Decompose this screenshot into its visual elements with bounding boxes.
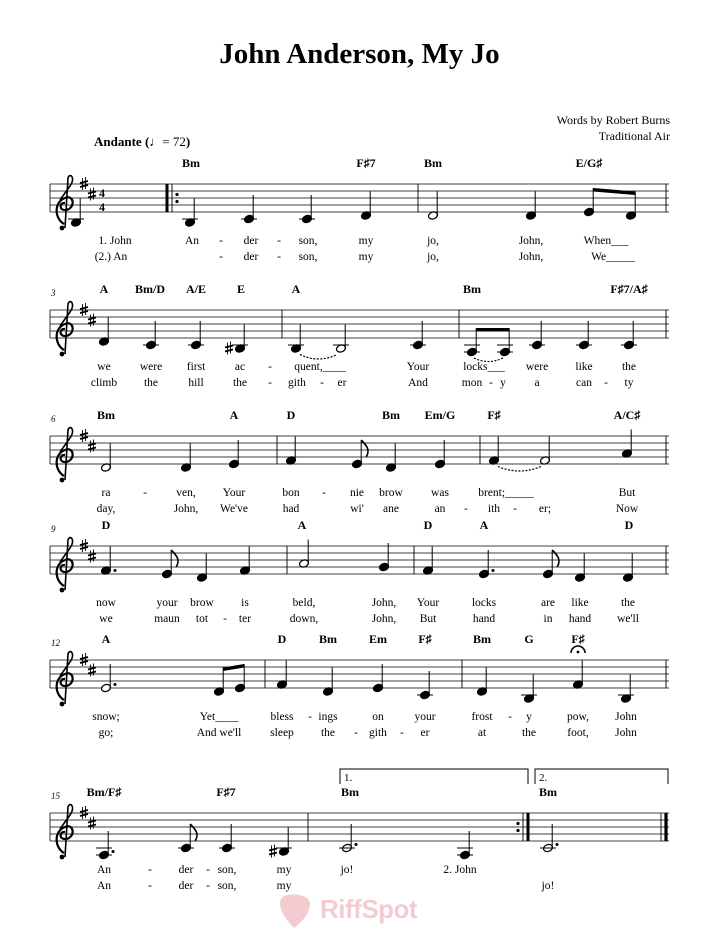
measure-number: 9: [51, 524, 56, 534]
lyric-verse-2: had: [282, 503, 300, 515]
lyric-verse-2: climb: [90, 377, 118, 389]
key-sharp-c-icon: [88, 440, 96, 453]
sharp-bar: [80, 543, 88, 545]
chord-symbol: Bm: [97, 408, 115, 422]
lyric-verse-1: on: [372, 711, 384, 723]
lyric-verse-2: -: [464, 503, 468, 515]
lyric-verse-2: ty: [624, 377, 634, 389]
treble-clef-dot: [60, 588, 65, 593]
volta-label: 1.: [344, 772, 353, 784]
sharp-bar: [80, 311, 88, 313]
lyric-verse-1: are: [540, 597, 556, 609]
note-flag: [190, 824, 197, 841]
measure-number: 15: [51, 791, 60, 801]
lyric-verse-2: my: [276, 880, 292, 892]
sharp-bar: [88, 448, 96, 450]
volta-label: 2.: [539, 772, 548, 784]
treble-clef-stem: [60, 176, 73, 228]
lyric-verse-1: John: [615, 711, 637, 723]
lyric-verse-2: der: [243, 251, 259, 263]
chord-symbol: A: [99, 282, 109, 296]
lyric-verse-1: quent,____: [294, 361, 346, 373]
sharp-bar: [88, 192, 96, 194]
sharp-bar: [269, 849, 277, 851]
sharp-bar: [80, 185, 88, 187]
tempo-marking: Andante (♩= 72): [94, 134, 191, 149]
lyric-verse-1: the: [620, 597, 636, 609]
key-sharp-c-icon: [88, 188, 96, 201]
sharp-bar: [269, 853, 277, 855]
treble-clef-dot: [60, 702, 65, 707]
lyric-verse-2: we'll: [617, 613, 639, 625]
treble-clef-curve: [57, 559, 73, 586]
lyric-verse-2: And: [408, 377, 428, 389]
lyric-verse-1: -: [308, 711, 312, 723]
chord-symbol: A: [229, 408, 239, 422]
lyric-verse-2: sleep: [270, 727, 294, 739]
key-sharp-f-icon: [80, 806, 88, 819]
chord-symbol: A: [479, 518, 489, 532]
lyric-verse-2: the: [320, 727, 336, 739]
lyric-verse-1: ven,: [176, 487, 196, 499]
augmentation-dot: [556, 843, 559, 846]
lyric-verse-1: we: [97, 361, 111, 373]
time-signature-top: 4: [99, 186, 105, 200]
lyric-verse-1: brow: [190, 597, 214, 609]
chord-symbol: A: [297, 518, 307, 532]
watermark-text: RiffSpot: [320, 894, 418, 924]
note-beam: [476, 328, 509, 332]
chord-symbol: G: [524, 632, 534, 646]
lyricist-credit: Words by Robert Burns: [556, 113, 670, 127]
lyric-verse-2: John,: [173, 503, 199, 515]
lyric-verse-2: jo,: [427, 251, 439, 263]
lyric-verse-2: the: [143, 377, 159, 389]
lyric-verse-1: were: [525, 361, 549, 373]
lyric-verse-1: bless: [270, 711, 294, 723]
measure-number: 6: [51, 414, 56, 424]
tempo-word: Andante: [94, 134, 142, 149]
lyric-verse-1: ac: [234, 361, 246, 373]
lyric-verse-1: John,: [371, 597, 397, 609]
chord-symbol: Bm: [463, 282, 481, 296]
chord-symbol: Bm: [382, 408, 400, 422]
chord-symbol: A: [291, 282, 301, 296]
chord-symbol: D: [624, 518, 634, 532]
lyric-verse-2: er: [420, 727, 430, 739]
key-sharp-f-icon: [80, 539, 88, 552]
sharp-bar: [88, 558, 96, 560]
tempo-bpm: = 72: [162, 134, 186, 149]
lyric-verse-1: son,: [298, 235, 318, 247]
riffspot-watermark: [276, 890, 456, 930]
treble-clef-curve: [57, 449, 73, 476]
treble-clef-curve: [57, 673, 73, 700]
augmentation-dot: [112, 850, 115, 853]
treble-clef-dot: [60, 855, 65, 860]
lyric-verse-1: nie: [349, 487, 365, 499]
sharp-bar: [80, 437, 88, 439]
lyric-verse-2: -: [400, 727, 404, 739]
chord-symbol: E/G♯: [575, 156, 603, 170]
lyric-verse-1: -: [148, 864, 152, 876]
lyric-verse-1: -: [508, 711, 512, 723]
measure-number: 12: [51, 638, 60, 648]
lyric-verse-1: were: [139, 361, 163, 373]
lyric-verse-1: John,: [518, 235, 544, 247]
sharp-bar: [80, 307, 88, 309]
quarter-note-icon: ♩: [149, 134, 163, 149]
lyric-verse-2: hill: [188, 377, 204, 389]
tie: [498, 467, 541, 472]
lyric-verse-1: Your: [416, 597, 440, 609]
chord-symbol: D: [286, 408, 296, 422]
volta-bracket: [535, 769, 668, 784]
lyric-verse-1: y: [526, 711, 532, 723]
lyric-verse-2: ter: [238, 613, 252, 625]
composer-credit: Traditional Air: [598, 129, 670, 143]
sharp-bar: [88, 554, 96, 556]
lyric-verse-1: Yet____: [199, 711, 239, 723]
sharp-bar: [88, 668, 96, 670]
guitar-pick-icon: [276, 890, 316, 930]
note-flag: [171, 550, 178, 567]
lyric-verse-1: was: [431, 487, 449, 499]
lyric-verse-2: -: [320, 377, 324, 389]
chord-symbol: Bm: [539, 785, 557, 799]
sharp-bar: [88, 672, 96, 674]
tie: [300, 355, 337, 360]
treble-clef-curve: [57, 197, 73, 224]
lyric-verse-2: hand: [472, 613, 496, 625]
sharp-bar: [80, 181, 88, 183]
lyric-verse-2: maun: [154, 613, 180, 625]
lyric-verse-2: We_____: [591, 251, 635, 263]
lyric-verse-2: hand: [568, 613, 592, 625]
lyric-verse-2: er: [337, 377, 347, 389]
lyric-verse-1: frost: [471, 711, 493, 723]
chord-symbol: Bm: [473, 632, 491, 646]
key-sharp-f-icon: [80, 429, 88, 442]
key-sharp-f-icon: [80, 653, 88, 666]
note-flag: [361, 440, 368, 457]
treble-clef-curve: [57, 826, 73, 853]
lyric-verse-2: at: [477, 727, 487, 739]
sharp-bar: [88, 821, 96, 823]
lyric-verse-2: down,: [289, 613, 319, 625]
lyric-verse-2: -: [223, 613, 227, 625]
lyric-verse-2: day,: [96, 503, 116, 515]
lyric-verse-1: ra: [101, 487, 111, 499]
chord-symbol: Bm/D: [135, 282, 165, 296]
lyric-verse-2: -: [354, 727, 358, 739]
sharp-bar: [88, 318, 96, 320]
accidental-sharp-icon: [225, 342, 233, 355]
treble-clef-stem: [60, 302, 73, 354]
lyric-verse-1: An: [184, 235, 200, 247]
lyric-verse-2: the: [521, 727, 537, 739]
lyric-verse-2: we: [99, 613, 113, 625]
repeat-dot: [516, 822, 519, 825]
sharp-bar: [88, 444, 96, 446]
lyric-verse-2: jo!: [541, 880, 555, 892]
chord-symbol: Bm: [424, 156, 442, 170]
note-beam: [223, 664, 244, 671]
chord-symbol: A/C♯: [613, 408, 641, 422]
treble-clef-dot: [60, 478, 65, 483]
lyric-verse-1: your: [414, 711, 436, 723]
lyric-verse-1: first: [186, 361, 206, 373]
lyric-verse-1: Your: [406, 361, 430, 373]
lyric-verse-2: son,: [298, 251, 318, 263]
fermata-dot: [577, 651, 580, 654]
sharp-bar: [80, 547, 88, 549]
lyric-verse-2: tot: [195, 613, 209, 625]
lyric-verse-1: your: [156, 597, 178, 609]
repeat-dot: [516, 829, 519, 832]
augmentation-dot: [114, 683, 117, 686]
lyric-verse-1: pow,: [567, 711, 589, 723]
lyric-verse-1: son,: [217, 864, 237, 876]
lyric-verse-1: der: [178, 864, 194, 876]
sharp-bar: [88, 825, 96, 827]
lyric-verse-2: der: [178, 880, 194, 892]
lyric-verse-2: (2.) An: [94, 251, 128, 263]
lyric-verse-1: like: [571, 597, 589, 609]
lyric-verse-2: mon: [461, 377, 483, 389]
treble-clef-stem: [60, 652, 73, 704]
song-title: John Anderson, My Jo: [219, 38, 500, 70]
chord-symbol: F♯: [571, 632, 585, 646]
lyric-verse-2: go;: [98, 727, 114, 739]
chord-symbol: A: [101, 632, 111, 646]
lyric-verse-2: John: [615, 727, 637, 739]
lyric-verse-2: an: [434, 503, 446, 515]
key-sharp-c-icon: [88, 550, 96, 563]
lyric-verse-1: -: [277, 235, 281, 247]
lyric-verse-2: y: [500, 377, 506, 389]
repeat-dot: [175, 193, 178, 196]
key-sharp-f-icon: [80, 177, 88, 190]
repeat-dot: [175, 200, 178, 203]
lyric-verse-2: wi': [350, 503, 364, 515]
note-flag: [552, 550, 559, 567]
lyric-verse-2: John,: [518, 251, 544, 263]
lyric-verse-2: son,: [217, 880, 237, 892]
lyric-verse-1: -: [219, 235, 223, 247]
lyric-verse-1: bon: [282, 487, 300, 499]
chord-symbol: F♯: [487, 408, 501, 422]
lyric-verse-2: foot,: [567, 727, 589, 739]
measure-number: 3: [51, 288, 56, 298]
lyric-verse-1: like: [575, 361, 593, 373]
lyric-verse-2: -: [513, 503, 517, 515]
augmentation-dot: [114, 569, 117, 572]
sharp-bar: [88, 322, 96, 324]
chord-symbol: Em/G: [424, 408, 456, 422]
chord-symbol: Bm/F♯: [86, 785, 122, 799]
sharp-bar: [80, 810, 88, 812]
lyric-verse-1: the: [621, 361, 637, 373]
sharp-bar: [80, 657, 88, 659]
sharp-bar: [80, 661, 88, 663]
chord-symbol: A/E: [185, 282, 207, 296]
lyric-verse-2: -: [206, 880, 210, 892]
lyric-verse-1: ings: [318, 711, 338, 723]
treble-clef-stem: [60, 538, 73, 590]
lyric-verse-2: can: [576, 377, 592, 389]
lyric-verse-1: is: [241, 597, 249, 609]
lyric-verse-1: beld,: [292, 597, 316, 609]
chord-symbol: D: [423, 518, 433, 532]
sharp-bar: [80, 814, 88, 816]
chord-symbol: D: [277, 632, 287, 646]
treble-clef-curve: [57, 323, 73, 350]
lyric-verse-2: -: [148, 880, 152, 892]
lyric-verse-1: jo!: [340, 864, 354, 876]
lyric-verse-1: Your: [222, 487, 246, 499]
chord-symbol: Bm: [341, 785, 359, 799]
lyric-verse-1: snow;: [92, 711, 120, 723]
lyric-verse-2: -: [604, 377, 608, 389]
lyric-verse-1: 2. John: [443, 864, 477, 876]
key-sharp-c-icon: [88, 817, 96, 830]
lyric-verse-1: my: [276, 864, 292, 876]
key-sharp-f-icon: [80, 303, 88, 316]
chord-symbol: Em: [369, 632, 387, 646]
time-signature-bottom: 4: [99, 200, 105, 214]
lyric-verse-2: my: [358, 251, 374, 263]
treble-clef-stem: [60, 805, 73, 857]
lyric-verse-1: -: [322, 487, 326, 499]
lyric-verse-1: When___: [583, 235, 629, 247]
lyric-verse-2: -: [219, 251, 223, 263]
lyric-verse-2: the: [232, 377, 248, 389]
lyric-verse-2: -: [277, 251, 281, 263]
accidental-sharp-icon: [269, 845, 277, 858]
lyric-verse-2: in: [543, 613, 553, 625]
chord-symbol: F♯7: [356, 156, 376, 170]
lyric-verse-2: er;: [538, 503, 552, 515]
lyric-verse-1: But: [618, 487, 636, 499]
lyric-verse-2: ane: [383, 503, 399, 515]
lyric-verse-2: We've: [220, 503, 248, 515]
lyric-verse-2: -: [489, 377, 493, 389]
augmentation-dot: [492, 569, 495, 572]
key-sharp-c-icon: [88, 664, 96, 677]
lyric-verse-1: -: [268, 361, 272, 373]
lyric-verse-2: But: [419, 613, 437, 625]
sharp-bar: [80, 433, 88, 435]
chord-symbol: F♯7/A♯: [610, 282, 648, 296]
lyric-verse-2: ith: [487, 503, 501, 515]
lyric-verse-2: And we'll: [196, 727, 242, 739]
lyric-verse-2: gith: [369, 727, 387, 739]
lyric-verse-1: -: [206, 864, 210, 876]
chord-symbol: Bm: [182, 156, 200, 170]
chord-symbol: F♯: [418, 632, 432, 646]
volta-bracket: [340, 769, 528, 784]
sharp-bar: [225, 346, 233, 348]
key-sharp-c-icon: [88, 314, 96, 327]
treble-clef-dot: [60, 226, 65, 231]
note-beam: [593, 188, 635, 195]
lyric-verse-2: a: [534, 377, 540, 389]
chord-symbol: Bm: [319, 632, 337, 646]
lyric-verse-1: locks___: [463, 361, 505, 373]
lyric-verse-1: An: [96, 864, 112, 876]
lyric-verse-1: brent;_____: [478, 487, 534, 499]
lyric-verse-1: my: [358, 235, 374, 247]
chord-symbol: F♯7: [216, 785, 236, 799]
chord-symbol: E: [236, 282, 246, 296]
lyric-verse-1: locks: [471, 597, 497, 609]
augmentation-dot: [355, 843, 358, 846]
lyric-verse-1: der: [243, 235, 259, 247]
lyric-verse-2: gith: [288, 377, 306, 389]
treble-clef-dot: [60, 352, 65, 357]
sharp-bar: [225, 350, 233, 352]
lyric-verse-2: An: [96, 880, 112, 892]
lyric-verse-2: Now: [615, 503, 639, 515]
lyric-verse-2: John,: [371, 613, 397, 625]
lyric-verse-1: -: [143, 487, 147, 499]
lyric-verse-2: -: [268, 377, 272, 389]
lyric-verse-1: 1. John: [98, 235, 132, 247]
lyric-verse-1: now: [96, 597, 116, 609]
chord-symbol: D: [101, 518, 111, 532]
treble-clef-stem: [60, 428, 73, 480]
sharp-bar: [88, 196, 96, 198]
lyric-verse-1: jo,: [427, 235, 439, 247]
lyric-verse-1: brow: [379, 487, 403, 499]
